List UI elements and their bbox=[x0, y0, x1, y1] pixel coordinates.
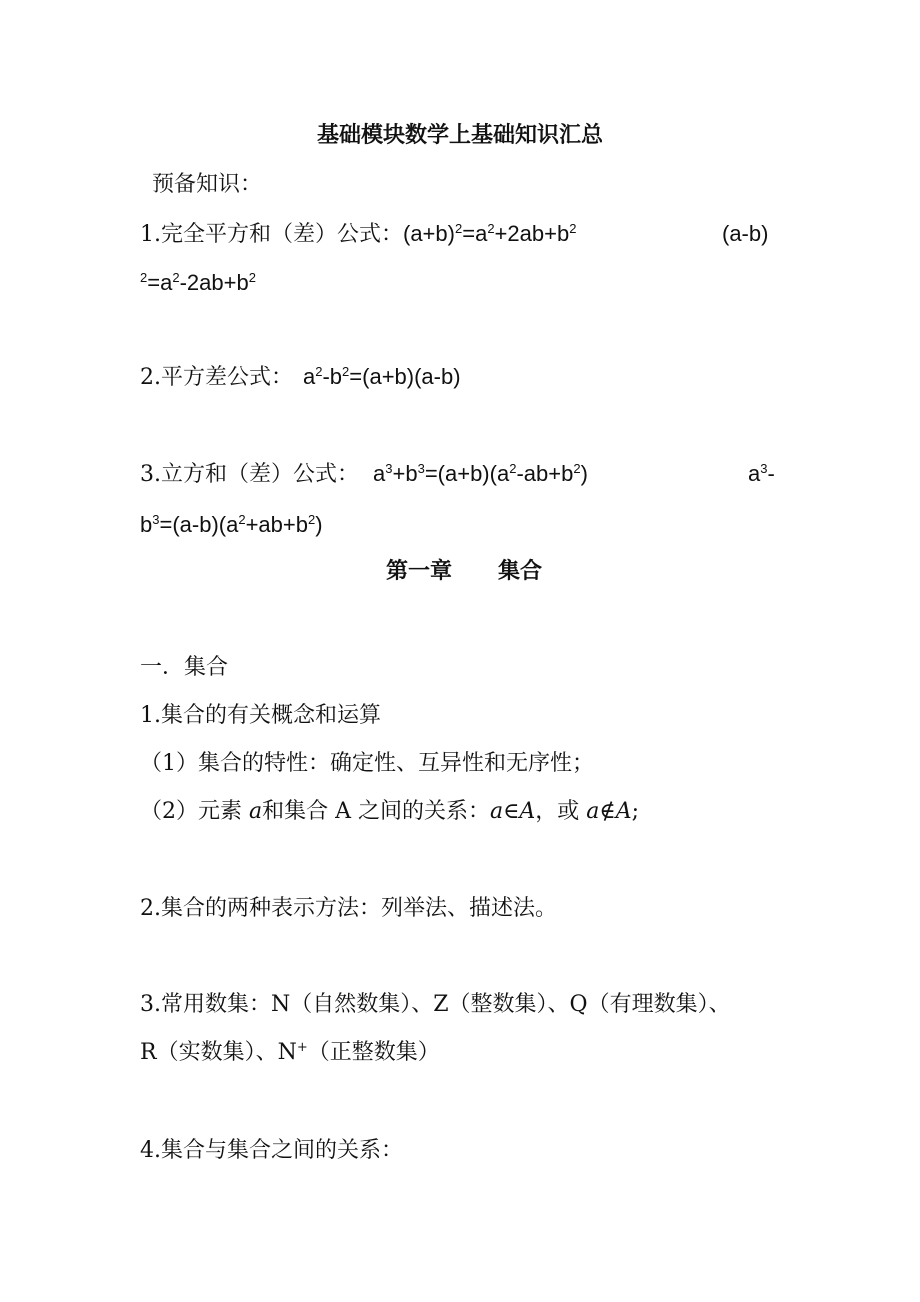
item-2: 2.集合的两种表示方法：列举法、描述法。 bbox=[140, 896, 557, 921]
formula-2 bbox=[140, 362, 461, 393]
item-3-line-2: R（实数集）、N+（正整数集） bbox=[140, 1040, 440, 1065]
formula-1-square-diff-start: (a-b) bbox=[722, 221, 769, 246]
formula-3-cube-sum: $a^3+b^3=(a+b)(a^2-ab+b^2)$ bbox=[373, 461, 588, 486]
item-3-line-1: 3.常用数集：N（自然数集）、Z（整数集）、Q（有理数集）、 bbox=[140, 992, 731, 1017]
formula-1-line-1 bbox=[140, 219, 576, 250]
item-1-heading: 1.集合的有关概念和运算 bbox=[140, 703, 381, 728]
formula-3-line-1 bbox=[140, 459, 588, 490]
formula-2-label: 2.平方差公式： bbox=[140, 365, 293, 390]
formula-1-square-sum: $(a+b)^2=a^2+2ab+b^2$ bbox=[403, 221, 577, 246]
chapter-number: 第一章 bbox=[386, 558, 453, 584]
item-1-2: （2）元素 a和集合 A 之间的关系：a∈A，或 a∉A; bbox=[140, 799, 640, 824]
formula-2-expression: $a^2-b^2=(a+b)(a-b)$ bbox=[303, 364, 461, 389]
formula-3-label: 3.立方和（差）公式： bbox=[140, 462, 359, 487]
formula-3-cube-diff-start: $a^3-$ bbox=[748, 461, 775, 486]
document-title: 基础模块数学上基础知识汇总 bbox=[316, 122, 603, 148]
item-4-heading: 4.集合与集合之间的关系： bbox=[140, 1138, 403, 1163]
element-in-set: a∈A bbox=[490, 799, 536, 824]
formula-1-line-2: $^2=a^2-2ab+b^2$ bbox=[140, 270, 256, 295]
prep-heading: 预备知识： bbox=[152, 172, 263, 197]
formula-1-label: 1.完全平方和（差）公式： bbox=[140, 222, 403, 247]
formula-3-line-2: $b^3=(a-b)(a^2+ab+b^2)$ bbox=[140, 512, 323, 537]
item-1-1: （1）集合的特性：确定性、互异性和无序性； bbox=[140, 751, 594, 776]
element-not-in-set: a∉A bbox=[586, 799, 632, 824]
section-1-heading: 一．集合 bbox=[140, 655, 229, 680]
chapter-name: 集合 bbox=[498, 558, 543, 584]
